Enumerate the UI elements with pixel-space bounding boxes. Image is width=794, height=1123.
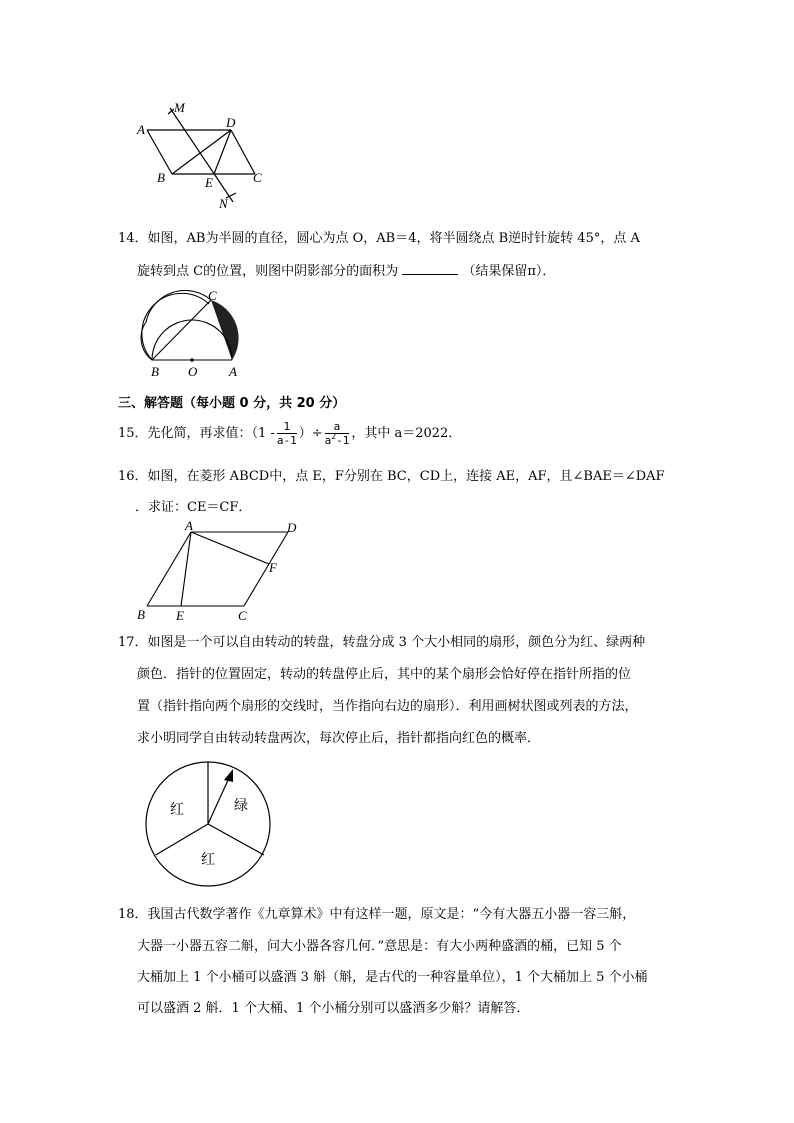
label-a: A	[137, 122, 145, 137]
q16-line2: ．求证：CE＝CF．	[135, 500, 252, 515]
q15-fraction-1	[277, 421, 297, 446]
q15-frac2-den-exponent: 2	[331, 432, 337, 441]
label-e: E	[176, 608, 184, 623]
q15-frac2-den-rest: -1	[336, 434, 350, 447]
q14-number: 14．	[118, 231, 148, 246]
q15-pre: 先化简，再求值：（1 -	[147, 426, 275, 441]
q14-answer-blank[interactable]	[402, 262, 458, 275]
q17-line4: 求小明同学自由转动转盘两次，每次停止后，指针都指向红色的概率．	[137, 731, 541, 746]
label-b: B	[151, 364, 159, 379]
q18-line3: 大桶加上 1 个小桶可以盛酒 3 斛（斛，是古代的一种容量单位），1 个大桶加上 5 个小桶	[137, 970, 648, 985]
q16-number: 16．	[118, 469, 148, 484]
q17-line2: 颜色．指针的位置固定，转动的转盘停止后，其中的某个扇形会恰好停在指针所指的位	[137, 667, 632, 682]
q15-fraction-2	[325, 421, 350, 446]
figure-q13-parallelogram	[130, 98, 280, 213]
label-d: D	[226, 115, 236, 130]
figure-q16-rhombus	[133, 518, 308, 624]
q16-line1	[118, 470, 665, 483]
q16-text-line1: 如图，在菱形 ABCD中，点 E，F分别在 BC，CD上，连接 AE，AF，且∠BAE＝∠DAF	[147, 469, 665, 484]
figure-q17-spinner	[140, 752, 280, 892]
sector-label-right: 绿	[234, 798, 248, 814]
label-b: B	[137, 607, 145, 622]
q14-line1	[118, 232, 640, 245]
label-o: O	[188, 364, 198, 379]
label-a: A	[185, 518, 193, 533]
label-c: C	[238, 608, 247, 623]
label-n: N	[219, 196, 228, 211]
sector-label-left: 红	[170, 802, 184, 818]
q15-frac2-den-base: a	[324, 434, 332, 447]
label-a: A	[229, 364, 237, 379]
q15-mid: ）÷	[298, 426, 323, 441]
q15-number: 15．	[118, 426, 148, 441]
section-three-heading: 三、解答题（每小题 0 分，共 20 分）	[118, 396, 346, 411]
q15-frac2-numerator: a	[325, 421, 350, 434]
label-c: C	[208, 290, 217, 303]
q18-text-line1: 我国古代数学著作《九章算术》中有这样一题，原文是：“今有大器五小器一容三斛，	[147, 907, 636, 922]
label-e: E	[205, 175, 213, 190]
q18-line4: 可以盛酒 2 斛．1 个大桶、1 个小桶分别可以盛酒多少斛？请解答．	[137, 1001, 530, 1016]
label-d: D	[287, 520, 297, 535]
q17-line1	[118, 636, 645, 649]
q15-line	[118, 421, 461, 446]
q18-number: 18．	[118, 907, 148, 922]
q17-line3: 置（指针指向两个扇形的交线时，当作指向右边的扇形）．利用画树状图或列表的方法，	[137, 699, 638, 714]
label-f: F	[269, 560, 277, 575]
q17-number: 17．	[118, 635, 148, 650]
q14-text-line1: 如图，AB为半圆的直径，圆心为点 O，AB＝4，将半圆绕点 B逆时针旋转 45°，点 A	[147, 231, 640, 246]
q18-line1	[118, 908, 635, 921]
label-b: B	[157, 170, 165, 185]
q15-post: ，其中 a＝2022．	[351, 426, 462, 441]
q15-frac1-numerator: 1	[277, 421, 297, 434]
sector-label-bottom: 红	[201, 852, 215, 868]
q14-text-line2b: （结果保留π）．	[462, 264, 556, 279]
label-c: C	[253, 170, 262, 185]
q14-text-line2a: 旋转到点 C的位置，则图中阴影部分的面积为	[137, 264, 399, 279]
q17-text-line1: 如图是一个可以自由转动的转盘，转盘分成 3 个大小相同的扇形，颜色分为红、绿两种	[147, 635, 646, 650]
q15-frac1-denominator: a-1	[276, 434, 297, 447]
q18-line2: 大器一小器五容二斛，问大小器各容几何．”意思是：有大小两种盛酒的桶，已知 5 个	[137, 939, 622, 954]
q14-line2	[137, 262, 555, 278]
q15-frac2-denominator	[325, 434, 350, 446]
label-m: M	[174, 100, 185, 115]
figure-q14-semicircles	[135, 290, 245, 380]
